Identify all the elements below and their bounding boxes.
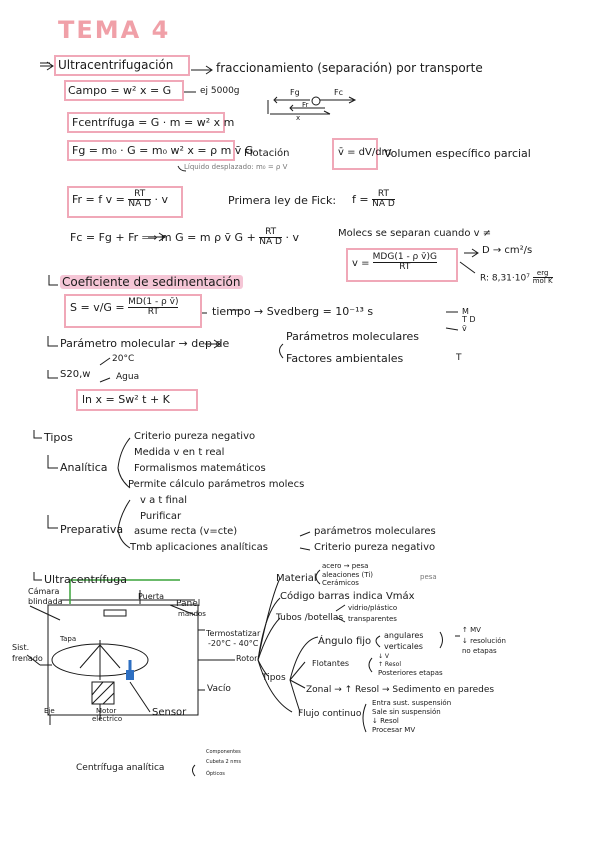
fr-num: RT bbox=[128, 190, 151, 200]
v-den: RT bbox=[399, 262, 411, 273]
footer-main: Centrífuga analítica bbox=[76, 763, 165, 773]
s-left: S = v/G = bbox=[70, 300, 125, 314]
fr-left: Fr = f v = bbox=[72, 192, 125, 206]
v-num: MDG(1 - ρ v̄)G bbox=[372, 252, 437, 262]
prep-item-0: v a t final bbox=[140, 495, 188, 506]
param-text: Parámetro molecular → dep de bbox=[60, 337, 230, 350]
tipos-heading: Tipos bbox=[44, 431, 73, 444]
panel-label: Panel bbox=[176, 599, 201, 609]
molecs-text: Molecs se separan cuando v ≠ bbox=[338, 228, 492, 239]
ultra-arrow-text: fraccionamiento (separación) por transporte bbox=[216, 61, 483, 75]
preparativa-label: Preparativa bbox=[60, 523, 124, 536]
param-a: Parámetros moleculares bbox=[286, 330, 420, 343]
angulo-res-1: ↓ resolución bbox=[462, 637, 506, 645]
prep-item-2: asume recta (v=cte) bbox=[134, 526, 238, 537]
agua-text: Agua bbox=[116, 372, 140, 382]
temp-text: 20°C bbox=[112, 354, 135, 364]
flujo-label: Flujo continuo bbox=[298, 709, 362, 719]
mat-item-1: aleaciones (Ti) bbox=[322, 571, 373, 579]
analitica-item-2: Formalismos matemáticos bbox=[134, 463, 266, 474]
diagram-fr: Fr bbox=[302, 101, 309, 109]
mat-item-0: acero → pesa bbox=[322, 562, 369, 570]
flotantes-label: Flotantes bbox=[312, 659, 350, 668]
flot-res-0: ↓ V bbox=[378, 653, 390, 660]
angulo-label: Ángulo fijo bbox=[318, 636, 372, 647]
fr-formula bbox=[72, 190, 168, 210]
coef-heading bbox=[60, 276, 243, 288]
prep-sub-0: parámetros moleculares bbox=[314, 526, 436, 537]
analitica-label: Analítica bbox=[60, 461, 108, 474]
angulo-item-0: angulares bbox=[384, 631, 424, 640]
fcentrifuga-formula: Fcentrífuga = G · m = w² x m bbox=[72, 116, 235, 129]
fc-den: NA D bbox=[259, 237, 282, 248]
camara-label: Cámara bbox=[28, 587, 60, 596]
liquido-note: Líquido desplazado: m₀ = ρ V bbox=[184, 163, 288, 171]
d-units: D → cm²/s bbox=[482, 245, 533, 256]
mandos-label: mandos bbox=[178, 610, 206, 618]
termo-range: -20°C - 40°C bbox=[208, 639, 259, 648]
prep-sub-1: Criterio pureza negativo bbox=[314, 542, 436, 553]
fc-left: Fc = Fg + Fr ⟹ m G = m ρ v̄ G + bbox=[70, 230, 256, 244]
vol-formula: v̄ = dV/dm bbox=[338, 147, 392, 158]
footer-item-0: Componentes bbox=[206, 749, 241, 755]
tipos2-label: Tipos bbox=[262, 673, 286, 683]
ln-formula: ln x = Sw² t + K bbox=[82, 393, 170, 406]
fick-num: RT bbox=[372, 190, 395, 200]
angulo-res-0: ↑ MV bbox=[462, 626, 481, 634]
page-title: TEMA 4 bbox=[58, 16, 171, 44]
fg-formula: Fg = m₀ · G = m₀ w² x = ρ m v̄ G bbox=[72, 144, 254, 157]
tubos-item-1: transparentes bbox=[348, 615, 397, 623]
r-value-text: R: 8,31·10⁷ bbox=[480, 273, 530, 284]
frenado-label: frenado bbox=[12, 654, 43, 663]
codigo-label: Código barras indica Vmáx bbox=[280, 591, 415, 602]
v-formula bbox=[352, 253, 437, 273]
ej-text: ej 5000g bbox=[200, 86, 240, 96]
rotor-label: Rotor bbox=[236, 654, 258, 663]
zonal-text: Zonal → ↑ Resol → Sedimento en paredes bbox=[306, 685, 495, 695]
ultra2-heading: Ultracentrífuga bbox=[44, 573, 127, 586]
analitica-item-0: Criterio pureza negativo bbox=[134, 431, 256, 442]
s-den: RT bbox=[147, 307, 159, 318]
flujo-item-0: Entra sust. suspensión bbox=[372, 699, 452, 707]
diagram-fc: Fc bbox=[334, 88, 343, 97]
vacio-label: Vacío bbox=[207, 684, 231, 694]
r-units-den: mol K bbox=[532, 277, 553, 286]
sensor-label: Sensor bbox=[152, 707, 187, 718]
angulo-res-2: no etapas bbox=[462, 647, 497, 655]
s20-text: S20,w bbox=[60, 369, 91, 380]
eje-label: Eje bbox=[44, 707, 55, 715]
fc-right: · v bbox=[285, 230, 299, 244]
motor-label: Motor bbox=[96, 707, 117, 715]
flotacion-label: Flotación bbox=[244, 148, 290, 159]
tiempo-text: tiempo → Svedberg = 10⁻¹³ s bbox=[212, 305, 374, 318]
mat-item-2: Cerámicos bbox=[322, 579, 359, 587]
t-side: T bbox=[456, 353, 462, 363]
fc-formula bbox=[70, 228, 299, 248]
blindada-label: blindada bbox=[28, 597, 63, 606]
footer-item-1: Cubeta 2 nms bbox=[206, 759, 241, 765]
r-value bbox=[480, 270, 553, 286]
fr-right: · v bbox=[154, 192, 169, 206]
vol-label: Volumen específico parcial bbox=[384, 147, 531, 160]
s-formula bbox=[70, 298, 178, 318]
s-num: MD(1 - ρ v̄) bbox=[128, 297, 179, 307]
fick-text: Primera ley de Fick: bbox=[228, 194, 337, 207]
tapa-label: Tapa bbox=[60, 635, 77, 643]
flujo-item-3: Procesar MV bbox=[372, 726, 416, 734]
termo-label: Termostatizar bbox=[206, 629, 261, 638]
r-units-num: erg bbox=[533, 270, 553, 278]
flot-res-2: Posteriores etapas bbox=[378, 669, 443, 677]
ultra-heading: Ultracentrifugación bbox=[58, 58, 174, 72]
fc-num: RT bbox=[259, 228, 282, 238]
electrico-label: eléctrico bbox=[92, 715, 123, 723]
sist-label: Sist. bbox=[12, 643, 30, 652]
material-label: Material bbox=[276, 573, 317, 584]
diagram-fg: Fg bbox=[290, 88, 300, 97]
tubos-item-0: vidrio/plástico bbox=[348, 604, 398, 612]
fr-den: NA D bbox=[128, 199, 152, 210]
puerta-label: Puerta bbox=[138, 592, 165, 601]
analitica-item-3: Permite cálculo parámetros molecs bbox=[128, 479, 305, 490]
flot-res-1: ↑ Resol bbox=[378, 661, 401, 668]
prep-item-3: Tmb aplicaciones analíticas bbox=[130, 542, 268, 553]
tubos-label: Tubos /botellas bbox=[276, 613, 344, 623]
pesa2-label: pesa bbox=[420, 573, 437, 581]
fick-den: NA D bbox=[372, 199, 395, 210]
v-eq: v = bbox=[352, 257, 370, 269]
fick-label bbox=[228, 195, 336, 206]
prep-item-1: Purificar bbox=[140, 511, 182, 522]
coef-heading-text: Coeficiente de sedimentación bbox=[62, 275, 241, 289]
flujo-item-2: ↓ Resol bbox=[372, 717, 399, 725]
mt-side: M T D v̄ bbox=[462, 307, 476, 333]
param-b: Factores ambientales bbox=[286, 352, 404, 365]
diagram-x: x bbox=[296, 114, 301, 122]
fick-formula bbox=[352, 190, 395, 210]
campo-formula: Campo = w² x = G bbox=[68, 84, 172, 97]
fick-f: f = bbox=[352, 192, 369, 206]
footer-item-2: Ópticos bbox=[206, 771, 225, 777]
flujo-item-1: Sale sin suspensión bbox=[372, 708, 441, 716]
analitica-item-1: Medida v en t real bbox=[134, 447, 225, 458]
angulo-item-1: verticales bbox=[384, 642, 423, 651]
